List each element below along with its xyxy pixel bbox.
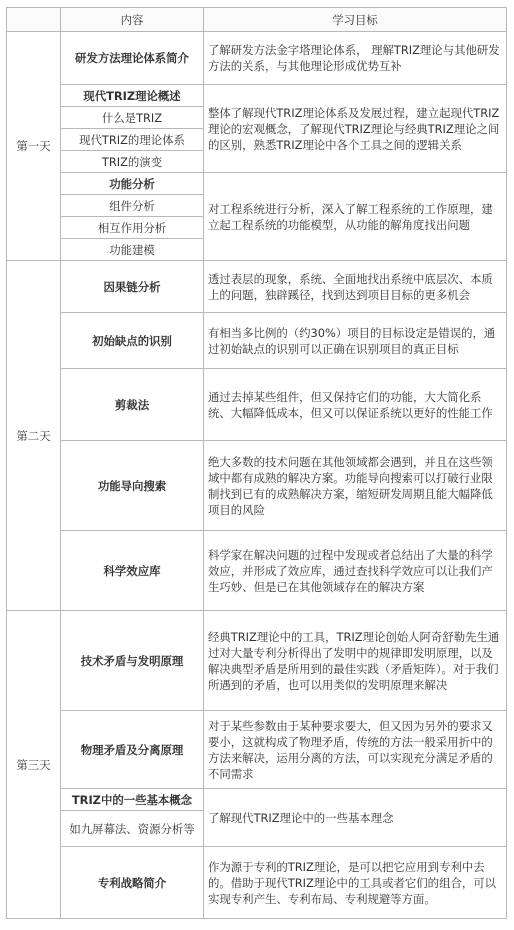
table-row (7, 173, 507, 195)
goal-cell: 通过去掉某些组件，但又保持它们的功能，大大简化系统、大幅降低成本，但又可以保证系统以更好的性能工作 (204, 369, 507, 441)
content-cell: 组件分析 (61, 195, 204, 217)
header-day (7, 8, 61, 32)
goal-cell: 经典TRIZ理论中的工具，TRIZ理论创始人阿奇舒勒先生通过对大量专利分析得出了发明中的规律即发明原理，以及解决典型矛盾是所用到的最佳实践（矛盾矩阵）。对于我们所遇到的矛盾，也可以用类似的发明原理来解决 (204, 611, 507, 711)
content-cell: 剪裁法 (61, 369, 204, 441)
goal-cell: 作为源于专利的TRIZ理论，是可以把它应用到专利中去的。借助于现代TRIZ理论中的工具或者它们的组合，可以实现专利产生、专利布局、专利规避等方面。 (204, 847, 507, 919)
content-cell: 现代TRIZ理论概述 (61, 85, 204, 107)
table-row (7, 441, 507, 531)
content-cell: TRIZ的演变 (61, 151, 204, 173)
table-row (7, 85, 507, 107)
goal-cell: 绝大多数的技术问题在其他领域都会遇到，并且在这些领域中都有成熟的解决方案。功能导向搜索可以打破行业限制找到已有的成熟解决方案，缩短研发周期且能大幅降低项目的风险 (204, 441, 507, 531)
goal-cell: 整体了解现代TRIZ理论体系及发展过程，建立起现代TRIZ理论的宏观概念，了解现代TRIZ理论与经典TRIZ理论之间的区别，熟悉TRIZ理论中各个工具之间的逻辑关系 (204, 85, 507, 173)
day-label: 第三天 (7, 611, 61, 919)
content-cell: 技术矛盾与发明原理 (61, 611, 204, 711)
content-cell: 科学效应库 (61, 531, 204, 611)
content-cell: TRIZ中的一些基本概念 (61, 789, 204, 811)
content-cell: 功能建模 (61, 239, 204, 261)
content-cell: 如九屏幕法、资源分析等 (61, 811, 204, 847)
goal-cell: 透过表层的现象，系统、全面地找出系统中底层次、本质上的问题，独辟蹊径，找到达到项目目标的更多机会 (204, 261, 507, 313)
header-goal: 学习目标 (204, 8, 507, 32)
content-cell: 因果链分析 (61, 261, 204, 313)
content-cell: 物理矛盾及分离原理 (61, 711, 204, 789)
course-table (6, 7, 507, 919)
table-row (7, 313, 507, 369)
table-row (7, 611, 507, 711)
day-label: 第一天 (7, 32, 61, 261)
table-row (7, 32, 507, 85)
goal-cell: 有相当多比例的（约30%）项目的目标设定是错误的，通过初始缺点的识别可以正确在识别项目的真正目标 (204, 313, 507, 369)
goal-cell: 科学家在解决问题的过程中发现或者总结出了大量的科学效应，并形成了效应库，通过查找科学效应可以让我们产生巧妙、但是已在其他领域存在的解决方案 (204, 531, 507, 611)
table-row (7, 711, 507, 789)
table-row (7, 369, 507, 441)
goal-cell: 对于某些参数由于某种要求要大，但又因为另外的要求又要小，这就构成了物理矛盾，传统的方法一般采用折中的方法来解决，运用分离的方法，可以实现充分满足矛盾的不同需求 (204, 711, 507, 789)
content-cell: 初始缺点的识别 (61, 313, 204, 369)
content-cell: 现代TRIZ的理论体系 (61, 129, 204, 151)
header-row (7, 8, 507, 32)
table-row (7, 531, 507, 611)
goal-cell: 对工程系统进行分析，深入了解工程系统的工作原理，建立起工程系统的功能模型，从功能的解角度找出问题 (204, 173, 507, 261)
day-label: 第二天 (7, 261, 61, 611)
header-content: 内容 (61, 8, 204, 32)
table-row (7, 261, 507, 313)
content-cell: 专利战略简介 (61, 847, 204, 919)
goal-cell: 了解现代TRIZ理论中的一些基本理念 (204, 789, 507, 847)
content-cell: 相互作用分析 (61, 217, 204, 239)
content-cell: 功能分析 (61, 173, 204, 195)
content-cell: 什么是TRIZ (61, 107, 204, 129)
table-row (7, 789, 507, 811)
content-cell: 功能导向搜索 (61, 441, 204, 531)
goal-cell: 了解研发方法金字塔理论体系， 理解TRIZ理论与其他研发方法的关系，与其他理论形成优势互补 (204, 32, 507, 85)
table-row (7, 847, 507, 919)
content-cell: 研发方法理论体系简介 (61, 32, 204, 85)
